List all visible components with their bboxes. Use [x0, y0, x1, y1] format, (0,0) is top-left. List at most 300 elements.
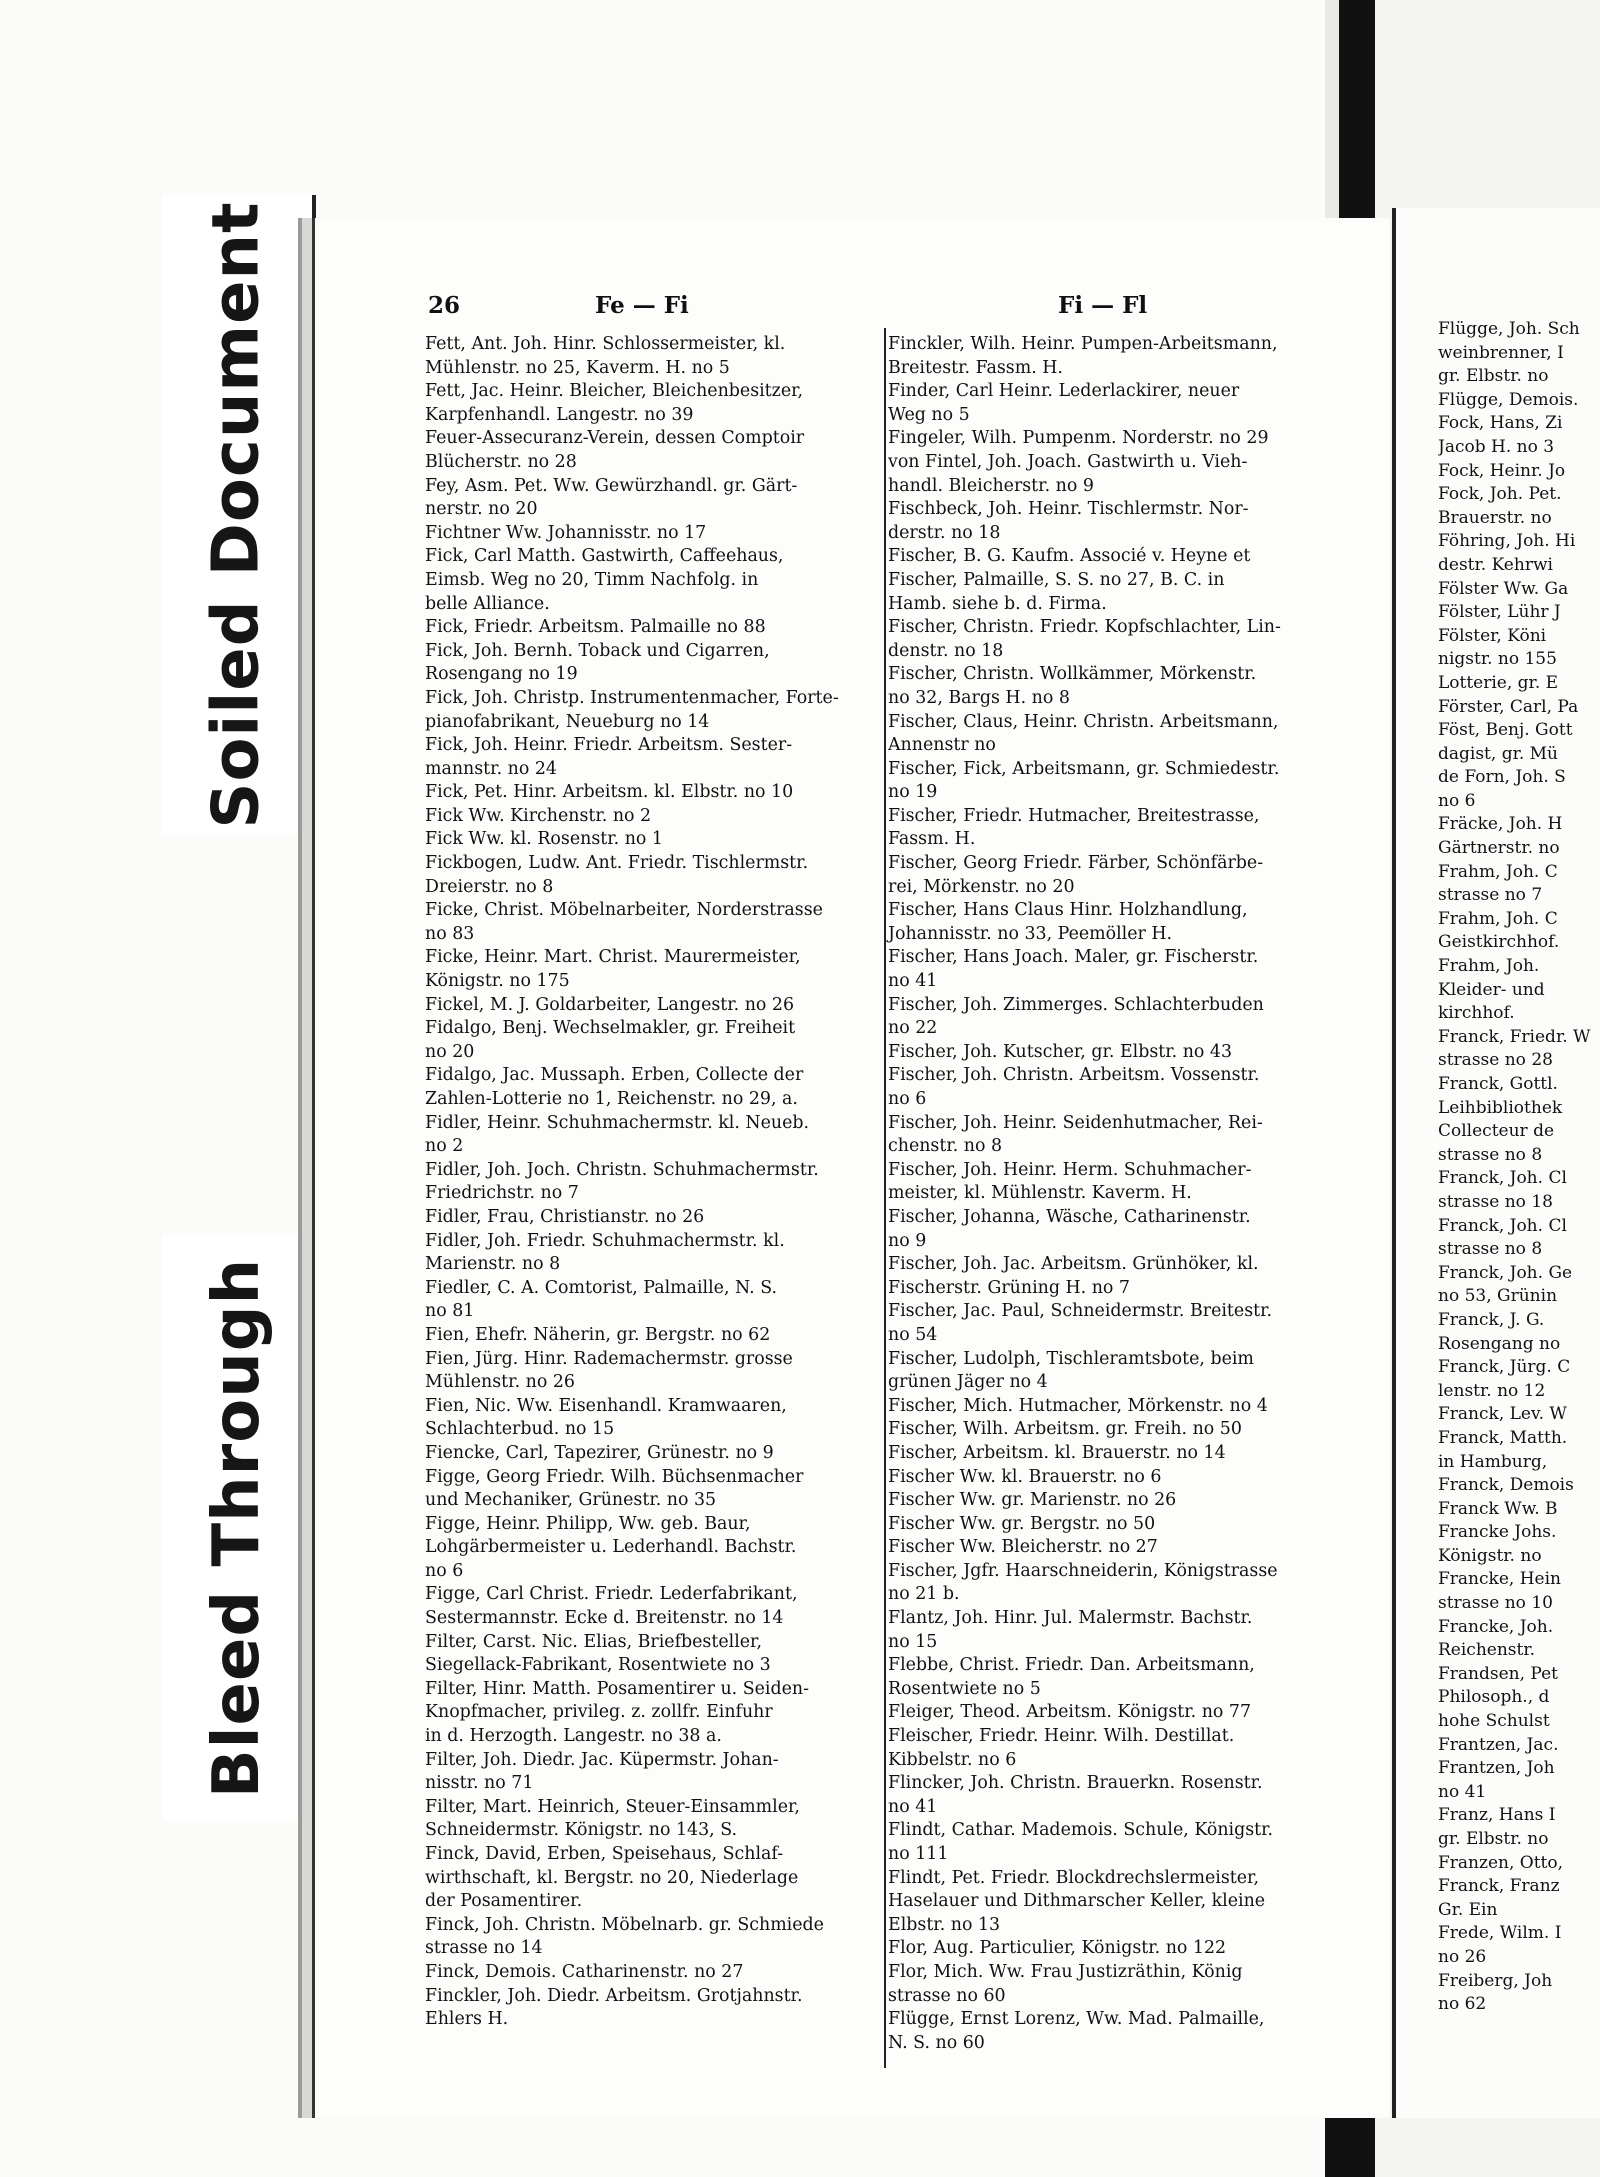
- entry-line: pianofabrikant, Neueburg no 14: [425, 711, 710, 732]
- entry-line: Figge, Heinr. Philipp, Ww. geb. Baur,: [425, 1513, 751, 1534]
- entry-line: Rosengang no 19: [425, 664, 578, 685]
- entry-line: Finckler, Joh. Diedr. Arbeitsm. Grotjahnstr.: [425, 1985, 803, 2006]
- entry-line: belle Alliance.: [425, 593, 550, 614]
- entry-line: Fiencke, Carl, Tapezirer, Grünestr. no 9: [425, 1442, 774, 1463]
- entry-line: Schlachterbud. no 15: [425, 1419, 615, 1440]
- entry-line: nigstr. no 155: [1438, 649, 1557, 670]
- entry-line: Ehlers H.: [425, 2009, 509, 2030]
- entry-line: Flindt, Cathar. Mademois. Schule, Königstr.: [888, 1820, 1274, 1841]
- entry-line: Flügge, Ernst Lorenz, Ww. Mad. Palmaille,: [888, 2009, 1265, 2030]
- entry-line: Königstr. no: [1438, 1545, 1542, 1566]
- entry-line: Fölster, Köni: [1438, 625, 1547, 646]
- directory-entry: [888, 427, 1343, 451]
- directory-entry: [1438, 483, 1598, 530]
- entry-line: Frantzen, Joh: [1438, 1758, 1555, 1779]
- directory-entry: [888, 1560, 1343, 1607]
- entry-line: Fischer, Jac. Paul, Schneidermstr. Breitestr.: [888, 1301, 1273, 1322]
- directory-entry: [1438, 1498, 1598, 1522]
- entry-line: Flor, Aug. Particulier, Königstr. no 122: [888, 1938, 1227, 1959]
- soiled-document-stamp: [162, 195, 316, 835]
- entry-line: Zahlen-Lotterie no 1, Reichenstr. no 29, a.: [425, 1089, 798, 1109]
- entry-line: in Hamburg,: [1438, 1451, 1548, 1472]
- directory-entry: [1438, 1474, 1598, 1498]
- directory-entry: [425, 687, 880, 734]
- entry-line: no 6: [425, 1560, 464, 1581]
- directory-entry: [1438, 719, 1598, 766]
- bleed-through-stamp: [162, 1235, 316, 1820]
- entry-line: Fett, Jac. Heinr. Bleicher, Bleichenbesitzer,: [425, 381, 804, 402]
- entry-line: Königstr. no 175: [425, 971, 570, 992]
- entry-line: Breitestr. Fassm. H.: [888, 357, 1063, 378]
- entry-line: Fick, Pet. Hinr. Arbeitsm. kl. Elbstr. no 10: [425, 782, 794, 803]
- entry-line: denstr. no 18: [888, 640, 1004, 661]
- entry-line: Franck, Gottl.: [1438, 1074, 1558, 1094]
- entry-line: Fidler, Joh. Joch. Christn. Schuhmachermstr.: [425, 1159, 819, 1180]
- entry-line: wirthschaft, kl. Bergstr. no 20, Niederlage: [425, 1867, 799, 1888]
- directory-entry: [888, 1395, 1343, 1419]
- entry-line: Frahm, Joh. C: [1438, 908, 1558, 929]
- directory-entry: [1438, 1875, 1598, 1922]
- directory-entry: [1438, 1309, 1598, 1356]
- entry-line: handl. Bleicherstr. no 9: [888, 475, 1094, 496]
- entry-line: Fey, Asm. Pet. Ww. Gewürzhandl. gr. Gärt-: [425, 475, 798, 496]
- directory-entry: [888, 1159, 1343, 1206]
- entry-line: Filter, Mart. Heinrich, Steuer-Einsammler,: [425, 1796, 800, 1817]
- entry-line: Fock, Joh. Pet.: [1438, 484, 1562, 505]
- entry-line: Fräcke, Joh. H: [1438, 814, 1563, 835]
- directory-entry: [425, 1678, 880, 1749]
- directory-entry: [1438, 813, 1598, 860]
- entry-line: Fischer, Joh. Christn. Arbeitsm. Vossenstr.: [888, 1065, 1260, 1086]
- entry-line: Fick, Friedr. Arbeitsm. Palmaille no 88: [425, 617, 766, 638]
- directory-entry: [425, 1985, 880, 2032]
- entry-line: grünen Jäger no 4: [888, 1372, 1048, 1393]
- entry-line: no 22: [888, 1018, 938, 1039]
- directory-entry: [425, 946, 880, 993]
- entry-line: no 41: [888, 971, 938, 992]
- directory-entry: [1438, 1215, 1598, 1262]
- entry-line: Fien, Ehefr. Näherin, gr. Bergstr. no 62: [425, 1324, 771, 1345]
- directory-entry: [888, 1348, 1343, 1395]
- entry-line: Fischerstr. Grüning H. no 7: [888, 1277, 1130, 1298]
- directory-entry: [888, 946, 1343, 993]
- entry-line: strasse no 10: [1438, 1593, 1553, 1614]
- directory-entry: [425, 333, 880, 380]
- entry-line: Flügge, Joh. Sch: [1438, 319, 1580, 339]
- directory-entry: [1438, 1616, 1598, 1663]
- entry-line: Fischer, Wilh. Arbeitsm. gr. Freih. no 50: [888, 1419, 1242, 1440]
- directory-entry: [888, 1064, 1343, 1111]
- entry-line: Lohgärbermeister u. Lederhandl. Bachstr.: [425, 1537, 797, 1558]
- entry-line: strasse no 14: [425, 1938, 543, 1959]
- entry-line: weinbrenner, I: [1438, 342, 1564, 363]
- entry-line: Finck, David, Erben, Speisehaus, Schlaf-: [425, 1844, 784, 1864]
- entry-line: nisstr. no 71: [425, 1773, 534, 1794]
- left-directory-column: [425, 333, 880, 2032]
- directory-entry: [425, 899, 880, 946]
- entry-line: de Forn, Joh. S: [1438, 767, 1566, 788]
- entry-line: Frede, Wilm. I: [1438, 1923, 1562, 1944]
- directory-entry: [425, 1324, 880, 1348]
- entry-line: von Fintel, Joh. Joach. Gastwirth u. Vieh-: [888, 451, 1248, 472]
- directory-entry: [425, 1442, 880, 1466]
- entry-line: der Posamentirer.: [425, 1891, 583, 1912]
- entry-line: Franzen, Otto,: [1438, 1852, 1564, 1873]
- entry-line: Kleider- und: [1438, 979, 1545, 1000]
- entry-line: Fleiger, Theod. Arbeitsm. Königstr. no 77: [888, 1702, 1252, 1723]
- entry-line: no 41: [1438, 1781, 1487, 1802]
- directory-entry: [1438, 1521, 1598, 1568]
- directory-entry: [888, 1607, 1343, 1654]
- entry-line: Sestermannstr. Ecke d. Breitenstr. no 14: [425, 1608, 784, 1629]
- entry-line: Jacob H. no 3: [1438, 436, 1555, 457]
- directory-entry: [888, 994, 1343, 1041]
- entry-line: strasse no 60: [888, 1985, 1006, 2006]
- entry-line: Fischer Ww. gr. Marienstr. no 26: [888, 1490, 1177, 1511]
- entry-line: Fischer, Jgfr. Haarschneiderin, Königstrasse: [888, 1560, 1278, 1581]
- entry-line: Siegellack-Fabrikant, Rosentwiete no 3: [425, 1655, 771, 1676]
- entry-line: Franck, Joh. Cl: [1438, 1215, 1567, 1236]
- entry-line: mannstr. no 24: [425, 758, 557, 779]
- directory-entry: [425, 1749, 880, 1796]
- entry-line: strasse no 8: [1438, 1144, 1543, 1165]
- directory-entry: [1438, 1356, 1598, 1403]
- entry-line: Ficke, Heinr. Mart. Christ. Maurermeister,: [425, 947, 801, 968]
- directory-entry: [888, 1961, 1343, 2008]
- entry-line: Fischer, B. G. Kaufm. Associé v. Heyne et: [888, 546, 1251, 567]
- entry-line: Franck, Friedr. W: [1438, 1026, 1591, 1047]
- entry-line: Schneidermstr. Königstr. no 143, S.: [425, 1820, 738, 1841]
- directory-entry: [1438, 696, 1598, 720]
- entry-line: Fischer Ww. gr. Bergstr. no 50: [888, 1513, 1156, 1534]
- directory-entry: [888, 1041, 1343, 1065]
- entry-line: Föhring, Joh. Hi: [1438, 531, 1576, 552]
- entry-line: gr. Elbstr. no: [1438, 1829, 1549, 1849]
- entry-line: Fischer, Palmaille, S. S. no 27, B. C. in: [888, 569, 1225, 590]
- directory-entry: [888, 711, 1343, 758]
- entry-line: Frantzen, Jac.: [1438, 1734, 1559, 1755]
- entry-line: Franck, Lev. W: [1438, 1404, 1567, 1425]
- entry-line: Annenstr no: [888, 735, 996, 756]
- directory-entry: [425, 616, 880, 640]
- directory-entry: [888, 1466, 1343, 1490]
- entry-line: no 20: [425, 1041, 475, 1062]
- entry-line: Fick, Joh. Christp. Instrumentenmacher, Forte-: [425, 687, 839, 708]
- entry-line: Blücherstr. no 28: [425, 451, 577, 472]
- entry-line: Fischer, Joh. Kutscher, gr. Elbstr. no 43: [888, 1041, 1233, 1062]
- entry-line: Fischer, Mich. Hutmacher, Mörkenstr. no 4: [888, 1395, 1268, 1416]
- right-directory-column: [888, 333, 1343, 2055]
- directory-entry: [425, 1017, 880, 1064]
- entry-line: Hamb. siehe b. d. Firma.: [888, 593, 1107, 614]
- directory-entry: [425, 1583, 880, 1630]
- entry-line: Fock, Hans, Zi: [1438, 413, 1563, 434]
- entry-line: Reichenstr.: [1438, 1640, 1535, 1661]
- entry-line: rei, Mörkenstr. no 20: [888, 876, 1075, 897]
- directory-entry: [425, 1961, 880, 1985]
- entry-line: Fickbogen, Ludw. Ant. Friedr. Tischlermstr.: [425, 853, 809, 874]
- directory-entry: [425, 380, 880, 427]
- entry-line: Mühlenstr. no 26: [425, 1372, 575, 1393]
- entry-line: Fick Ww. kl. Rosenstr. no 1: [425, 829, 663, 850]
- directory-entry: [888, 1937, 1343, 1961]
- directory-entry: [425, 1159, 880, 1206]
- entry-line: Fischbeck, Joh. Heinr. Tischlermstr. Nor-: [888, 499, 1249, 520]
- directory-entry: [1438, 460, 1598, 484]
- entry-line: Fischer, Friedr. Hutmacher, Breitestrasse,: [888, 805, 1260, 826]
- entry-line: Franck, J. G.: [1438, 1309, 1545, 1330]
- directory-entry: [1438, 955, 1598, 1026]
- entry-line: Fischer, Ludolph, Tischleramtsbote, beim: [888, 1348, 1254, 1369]
- entry-line: no 6: [888, 1089, 927, 1109]
- entry-line: Collecteur de: [1438, 1121, 1555, 1142]
- entry-line: no 83: [425, 923, 475, 944]
- directory-entry: [425, 1277, 880, 1324]
- entry-line: Frahm, Joh.: [1438, 956, 1540, 977]
- entry-line: Rosentwiete no 5: [888, 1678, 1041, 1699]
- next-page-directory-column: [1438, 318, 1598, 2017]
- directory-entry: [1438, 389, 1598, 413]
- entry-line: Figge, Carl Christ. Friedr. Lederfabrikant,: [425, 1584, 798, 1605]
- entry-line: Fien, Jürg. Hinr. Rademachermstr. grosse: [425, 1348, 793, 1369]
- entry-line: Kibbelstr. no 6: [888, 1749, 1017, 1770]
- directory-entry: [1438, 1852, 1598, 1876]
- directory-entry: [1438, 1663, 1598, 1734]
- entry-line: Flantz, Joh. Hinr. Jul. Malermstr. Bachstr.: [888, 1608, 1253, 1629]
- entry-line: Figge, Georg Friedr. Wilh. Büchsenmacher: [425, 1466, 804, 1487]
- entry-line: Filter, Joh. Diedr. Jac. Küpermstr. Johan-: [425, 1749, 779, 1770]
- entry-line: Flincker, Joh. Christn. Brauerkn. Rosenstr.: [888, 1773, 1263, 1794]
- directory-entry: [425, 1395, 880, 1442]
- entry-line: Finder, Carl Heinr. Lederlackirer, neuer: [888, 381, 1240, 402]
- entry-line: Fick, Joh. Heinr. Friedr. Arbeitsm. Sester-: [425, 735, 793, 756]
- directory-entry: [1438, 861, 1598, 908]
- entry-line: Förster, Carl, Pa: [1438, 696, 1579, 717]
- entry-line: Johannisstr. no 33, Peemöller H.: [888, 923, 1173, 944]
- directory-entry: [1438, 578, 1598, 602]
- directory-entry: [425, 1796, 880, 1843]
- directory-entry: [888, 545, 1343, 616]
- entry-line: Franck Ww. B: [1438, 1498, 1558, 1519]
- entry-line: Fock, Heinr. Jo: [1438, 460, 1566, 481]
- directory-entry: [1438, 766, 1598, 813]
- entry-line: Fidler, Joh. Friedr. Schuhmachermstr. kl.: [425, 1230, 785, 1251]
- entry-line: Fischer, Claus, Heinr. Christn. Arbeitsmann,: [888, 711, 1279, 732]
- entry-line: Gärtnerstr. no: [1438, 838, 1560, 859]
- entry-line: no 32, Bargs H. no 8: [888, 687, 1070, 708]
- entry-line: Brauerstr. no: [1438, 507, 1552, 528]
- directory-entry: [425, 1206, 880, 1230]
- entry-line: Fien, Nic. Ww. Eisenhandl. Kramwaaren,: [425, 1395, 787, 1416]
- directory-entry: [1438, 601, 1598, 695]
- entry-line: no 21 b.: [888, 1584, 960, 1605]
- directory-entry: [1438, 1167, 1598, 1214]
- entry-line: no 2: [425, 1136, 464, 1157]
- directory-entry: [888, 758, 1343, 805]
- directory-entry: [425, 781, 880, 805]
- entry-line: Föst, Benj. Gott: [1438, 720, 1573, 741]
- directory-entry: [425, 1112, 880, 1159]
- directory-entry: [1438, 1757, 1598, 1804]
- page-number: 26: [428, 292, 461, 319]
- entry-line: Fischer, Fick, Arbeitsmann, gr. Schmiedestr.: [888, 758, 1280, 779]
- entry-line: Ficke, Christ. Möbelnarbeiter, Norderstrasse: [425, 900, 823, 921]
- directory-entry: [425, 852, 880, 899]
- entry-line: Fick, Carl Matth. Gastwirth, Caffeehaus,: [425, 546, 784, 567]
- column-divider: [884, 328, 886, 2068]
- directory-entry: [888, 1442, 1343, 1466]
- entry-line: Fischer, Joh. Heinr. Seidenhutmacher, Rei-: [888, 1112, 1263, 1133]
- entry-line: hohe Schulst: [1438, 1711, 1550, 1732]
- entry-line: no 53, Grünin: [1438, 1286, 1558, 1307]
- entry-line: Franck, Franz: [1438, 1876, 1560, 1897]
- entry-line: Finck, Joh. Christn. Möbelnarb. gr. Schmiede: [425, 1914, 824, 1935]
- entry-line: Fischer, Joh. Zimmerges. Schlachterbuden: [888, 994, 1264, 1015]
- entry-line: Knopfmacher, privileg. z. zollfr. Einfuhr: [425, 1702, 773, 1723]
- directory-entry: [888, 1654, 1343, 1701]
- entry-line: Eimsb. Weg no 20, Timm Nachfolg. in: [425, 569, 759, 590]
- entry-line: Francke, Joh.: [1438, 1616, 1554, 1637]
- entry-line: chenstr. no 8: [888, 1136, 1003, 1157]
- directory-entry: [888, 1725, 1343, 1772]
- directory-entry: [888, 1206, 1343, 1253]
- directory-entry: [425, 475, 880, 522]
- entry-line: no 62: [1438, 1994, 1487, 2015]
- entry-line: Frandsen, Pet: [1438, 1663, 1558, 1684]
- directory-entry: [425, 734, 880, 781]
- entry-line: Flindt, Pet. Friedr. Blockdrechslermeister,: [888, 1867, 1259, 1888]
- entry-line: Elbstr. no 13: [888, 1914, 1001, 1935]
- directory-entry: [1438, 1922, 1598, 1969]
- directory-entry: [1438, 1026, 1598, 1073]
- entry-line: Gr. Ein: [1438, 1899, 1498, 1920]
- directory-entry: [1438, 1804, 1598, 1851]
- entry-line: kirchhof.: [1438, 1003, 1515, 1024]
- directory-entry: [425, 1843, 880, 1914]
- entry-line: Franck, Matth.: [1438, 1427, 1568, 1448]
- entry-line: Geistkirchhof.: [1438, 932, 1560, 953]
- directory-entry: [425, 640, 880, 687]
- directory-entry: [888, 1536, 1343, 1560]
- directory-entry: [1438, 1427, 1598, 1474]
- entry-line: Fischer, Georg Friedr. Färber, Schönfärbe-: [888, 853, 1264, 874]
- entry-line: no 54: [888, 1324, 938, 1345]
- directory-entry: [425, 1914, 880, 1961]
- directory-entry: [888, 616, 1343, 663]
- directory-entry: [888, 333, 1343, 380]
- entry-line: Fölster, Lühr J: [1438, 602, 1561, 623]
- entry-line: Feuer-Assecuranz-Verein, dessen Comptoir: [425, 428, 805, 449]
- directory-entry: [1438, 530, 1598, 577]
- directory-entry: [425, 828, 880, 852]
- directory-entry: [888, 1418, 1343, 1442]
- directory-entry: [888, 899, 1343, 946]
- directory-entry: [888, 1867, 1343, 1938]
- entry-line: in d. Herzogth. Langestr. no 38 a.: [425, 1726, 722, 1747]
- entry-line: Fidler, Heinr. Schuhmachermstr. kl. Neueb.: [425, 1112, 810, 1133]
- entry-line: Fidalgo, Jac. Mussaph. Erben, Collecte der: [425, 1065, 804, 1086]
- entry-line: Fischer Ww. Bleicherstr. no 27: [888, 1537, 1158, 1558]
- directory-entry: [1438, 412, 1598, 459]
- entry-line: Fiedler, C. A. Comtorist, Palmaille, N. S.: [425, 1277, 778, 1298]
- bleed-through-label: Bleed Through: [200, 1257, 274, 1798]
- directory-entry: [1438, 1568, 1598, 1615]
- entry-line: Franz, Hans I: [1438, 1805, 1556, 1826]
- entry-line: no 81: [425, 1301, 475, 1322]
- directory-entry: [425, 1466, 880, 1513]
- entry-line: Mühlenstr. no 25, Kaverm. H. no 5: [425, 357, 730, 378]
- directory-entry: [888, 1489, 1343, 1513]
- directory-entry: [888, 451, 1343, 498]
- entry-line: Fischer, Joh. Jac. Arbeitsm. Grünhöker, kl.: [888, 1254, 1259, 1275]
- left-column-heading: Fe — Fi: [595, 292, 689, 319]
- entry-line: no 111: [888, 1844, 949, 1864]
- directory-entry: [425, 1064, 880, 1111]
- directory-entry: [425, 427, 880, 474]
- directory-entry: [1438, 318, 1598, 389]
- entry-line: Franck, Demois: [1438, 1475, 1574, 1496]
- entry-line: Haselauer und Dithmarscher Keller, kleine: [888, 1891, 1266, 1912]
- entry-line: Fett, Ant. Joh. Hinr. Schlossermeister, kl.: [425, 334, 786, 354]
- entry-line: Franck, Joh. Cl: [1438, 1168, 1567, 1189]
- entry-line: Fick Ww. Kirchenstr. no 2: [425, 805, 652, 826]
- entry-line: no 15: [888, 1631, 938, 1652]
- entry-line: Fischer Ww. kl. Brauerstr. no 6: [888, 1466, 1162, 1487]
- entry-line: Fischer, Christn. Friedr. Kopfschlachter, Lin-: [888, 617, 1281, 638]
- entry-line: no 41: [888, 1796, 938, 1817]
- entry-line: Francke, Hein: [1438, 1569, 1561, 1590]
- entry-line: Flebbe, Christ. Friedr. Dan. Arbeitsmann,: [888, 1655, 1255, 1676]
- directory-entry: [888, 805, 1343, 852]
- entry-line: N. S. no 60: [888, 2032, 985, 2053]
- entry-line: strasse no 8: [1438, 1239, 1543, 1260]
- soiled-document-label: Soiled Document: [200, 201, 274, 829]
- directory-entry: [888, 1253, 1343, 1300]
- entry-line: dagist, gr. Mü: [1438, 743, 1559, 764]
- entry-line: lenstr. no 12: [1438, 1380, 1546, 1401]
- right-column-heading: Fi — Fl: [1058, 292, 1148, 319]
- directory-entry: [1438, 1073, 1598, 1167]
- directory-entry: [888, 380, 1343, 427]
- entry-line: Lotterie, gr. E: [1438, 672, 1559, 693]
- entry-line: strasse no 18: [1438, 1191, 1553, 1212]
- entry-line: derstr. no 18: [888, 522, 1001, 543]
- directory-entry: [1438, 1262, 1598, 1309]
- directory-entry: [888, 1112, 1343, 1159]
- entry-line: nerstr. no 20: [425, 499, 538, 520]
- entry-line: Fölster Ww. Ga: [1438, 578, 1569, 599]
- entry-line: Finckler, Wilh. Heinr. Pumpen-Arbeitsmann,: [888, 334, 1278, 354]
- directory-entry: [888, 1300, 1343, 1347]
- entry-line: Filter, Hinr. Matth. Posamentirer u. Seiden-: [425, 1678, 809, 1699]
- entry-line: no 26: [1438, 1946, 1487, 1967]
- entry-line: Fischer, Joh. Heinr. Herm. Schuhmacher-: [888, 1159, 1252, 1180]
- directory-entry: [425, 805, 880, 829]
- directory-entry: [1438, 908, 1598, 955]
- directory-entry: [425, 1513, 880, 1584]
- entry-line: Rosengang no: [1438, 1333, 1561, 1354]
- entry-line: no 9: [888, 1230, 927, 1251]
- entry-line: Fassm. H.: [888, 829, 976, 850]
- entry-line: Flügge, Demois.: [1438, 389, 1579, 410]
- directory-entry: [425, 545, 880, 616]
- directory-entry: [888, 1772, 1343, 1819]
- entry-line: Fingeler, Wilh. Pumpenm. Norderstr. no 29: [888, 428, 1269, 449]
- entry-line: Frahm, Joh. C: [1438, 861, 1558, 882]
- entry-line: gr. Elbstr. no: [1438, 366, 1549, 387]
- directory-entry: [1438, 1403, 1598, 1427]
- entry-line: Fischer, Christn. Wollkämmer, Mörkenstr.: [888, 664, 1257, 685]
